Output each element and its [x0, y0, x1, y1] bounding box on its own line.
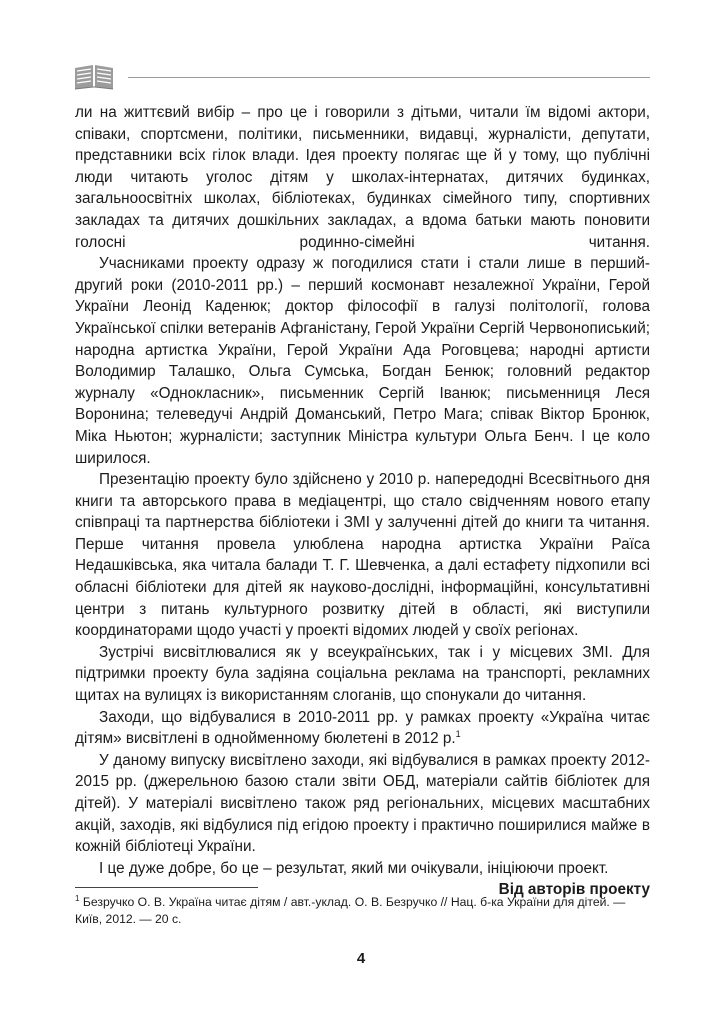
- footnote-mark: 1: [75, 893, 80, 903]
- body-paragraph-5: [75, 707, 650, 750]
- body-paragraph-4: Зустрічі висвітлювалися як у всеукраїнських, так і у місцевих ЗМІ. Для підтримки проекту була задіяна соціальна реклама на транспорті, рекламних щитах на вулицях із використанням слоганів, що спонукали до читання.: [75, 643, 650, 705]
- open-book-icon: [74, 64, 114, 90]
- footnote-text: Безручко О. В. Україна читає дітям / авт.-уклад. О. В. Безручко // Нац. б-ка України для дітей. — Київ, 2012. — 20 с.: [75, 895, 626, 926]
- body-paragraph-7: І це дуже добре, бо це – результат, який ми очікували, ініціюючи проект.: [99, 859, 609, 877]
- body-paragraph-3: Презентацію проекту було здійснено у 2010 р. напередодні Всесвітнього дня книги та авторського права в медіацентрі, що стало свідченням нового етапу співпраці та партнерства бібліотеки і ЗМІ у залученні дітей до книги та читання. Перше читання провела улюблена народна артистка України Раїса Недашківська, яка читала балади Т. Г. Шевченка, а далі естафету підхопили всі обласні бібліотеки для дітей як науково-дослідні, інформаційні, консультативні центри з питань культурного розвитку дітей в області, які виступили координаторами щодо участі у проекті відомих людей у своїх регіонах.: [75, 471, 650, 640]
- footnote: [75, 894, 635, 928]
- page-body: [75, 102, 650, 901]
- signature: Від авторів проекту: [498, 881, 650, 899]
- body-paragraph-6: У даному випуску висвітлено заходи, які відбувалися в рамках проекту 2012-2015 рр. (джерельною базою стали звіти ОБД, матеріали сайтів бібліотек для дітей). У матеріалі висвітлено також ряд регіональних, місцевих масштабних акцій, заходів, які відбулися під егідою проекту і практично поширилися майже в кожній бібліотеці України.: [75, 751, 650, 856]
- body-paragraph-2: Учасниками проекту одразу ж погодилися стати і стали лише в перший-другий роки (2010-2011 рр.) – перший космонавт незалежної України, Герой України Леонід Каденюк; доктор філософії в галузі політології, голова Української спілки ветеранів Афганістану, Герой України Сергій Червонописький; народна артистка України, Герой України Ада Роговцева; народні артисти Володимир Талашко, Ольга Сумська, Богдан Бенюк; головний редактор журналу «Однокласник», письменник Сергій Іванюк; письменниця Леся Воронина; телеведучі Андрій Доманський, Петро Мага; співак Віктор Бронюк, Міка Ньютон; журналісти; заступник Міністра культури Ольга Бенч. І це коло ширилося.: [75, 255, 650, 467]
- footnote-reference: 1: [455, 729, 461, 740]
- page-number: 4: [356, 950, 366, 967]
- body-paragraph-1: ли на життєвий вибір – про це і говорили з дітьми, читали їм відомі актори, співаки, спортсмени, політики, письменники, видавці, журналісти, депутати, представники всіх гілок влади. Ідея проекту полягає ще й у тому, що публічні люди читають уголос дітям у школах-інтернатах, дитячих будинках, загальноосвітніх школах, бібліотеках, будинках сімейного типу, спортивних закладах та дитячих дошкільних закладах, а вдома батьки мають поновити голосні родинно-сімейні читання.: [75, 104, 650, 251]
- footnote-rule: [75, 887, 258, 888]
- body-paragraph-5-text: Заходи, що відбувалися в 2010-2011 рр. у рамках проекту «Україна читає дітям» висвітлені в однойменному бюлетені в 2012 р.: [75, 708, 650, 748]
- header-rule: [128, 77, 650, 78]
